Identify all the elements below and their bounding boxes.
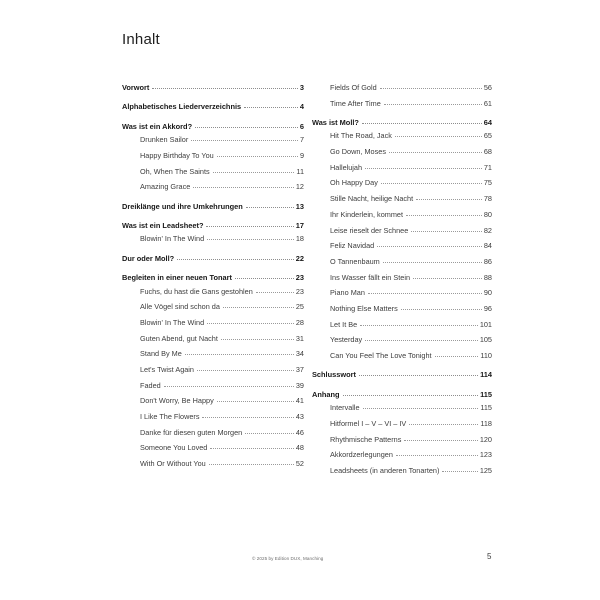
toc-entry-page-number: 25 bbox=[295, 302, 304, 312]
toc-entry-label: Feliz Navidad bbox=[330, 241, 375, 251]
toc-item-entry[interactable] bbox=[140, 302, 304, 310]
toc-section-entry[interactable] bbox=[122, 102, 304, 110]
dot-leader bbox=[377, 241, 482, 248]
toc-entry-page-number: 78 bbox=[483, 194, 492, 204]
dot-leader bbox=[442, 466, 477, 473]
toc-entry-page-number: 65 bbox=[483, 131, 492, 141]
toc-entry-page-number: 17 bbox=[295, 220, 304, 230]
toc-item-entry[interactable] bbox=[140, 182, 304, 190]
dot-leader bbox=[221, 334, 294, 341]
toc-section-entry[interactable] bbox=[312, 118, 492, 126]
toc-entry-page-number: 68 bbox=[483, 147, 492, 157]
toc-item-entry[interactable] bbox=[330, 147, 492, 155]
toc-entry-label: Let's Twist Again bbox=[140, 364, 194, 374]
dot-leader bbox=[210, 443, 294, 450]
toc-entry-page-number: 82 bbox=[483, 225, 492, 235]
toc-entry-page-number: 84 bbox=[483, 241, 492, 251]
toc-entry-page-number: 123 bbox=[479, 450, 492, 460]
toc-entry-page-number: 11 bbox=[296, 166, 304, 176]
toc-entry-page-number: 28 bbox=[295, 317, 304, 327]
toc-item-entry[interactable] bbox=[330, 435, 492, 443]
dot-leader bbox=[362, 118, 482, 125]
toc-entry-label: Don't Worry, Be Happy bbox=[140, 396, 214, 406]
toc-column-left bbox=[122, 83, 304, 475]
toc-entry-page-number: 86 bbox=[483, 256, 492, 266]
dot-leader bbox=[207, 234, 294, 241]
toc-item-entry[interactable] bbox=[140, 412, 304, 420]
toc-entry-page-number: 23 bbox=[295, 273, 304, 283]
toc-item-entry[interactable] bbox=[330, 226, 492, 234]
dot-leader bbox=[365, 335, 478, 342]
toc-item-entry[interactable] bbox=[140, 334, 304, 342]
dot-leader bbox=[389, 147, 482, 154]
toc-section-entry[interactable] bbox=[122, 202, 304, 210]
toc-entry-page-number: 9 bbox=[299, 150, 304, 160]
toc-entry-label: Guten Abend, gut Nacht bbox=[140, 333, 218, 343]
toc-item-entry[interactable] bbox=[140, 381, 304, 389]
dot-leader bbox=[191, 135, 298, 142]
toc-entry-label: Dur oder Moll? bbox=[122, 253, 175, 263]
dot-leader bbox=[246, 202, 294, 209]
toc-column-right bbox=[312, 83, 492, 482]
toc-entry-page-number: 115 bbox=[480, 389, 492, 399]
toc-entry-page-number: 34 bbox=[295, 349, 304, 359]
dot-leader bbox=[195, 122, 298, 129]
dot-leader bbox=[409, 419, 478, 426]
toc-entry-page-number: 114 bbox=[480, 370, 492, 380]
dot-leader bbox=[206, 221, 293, 228]
toc-item-entry[interactable] bbox=[330, 131, 492, 139]
dot-leader bbox=[368, 288, 482, 295]
toc-item-entry[interactable] bbox=[140, 167, 304, 175]
toc-entry-label: Go Down, Moses bbox=[330, 147, 386, 157]
toc-item-entry[interactable] bbox=[330, 450, 492, 458]
dot-leader bbox=[202, 412, 293, 419]
toc-entry-page-number: 52 bbox=[295, 459, 304, 469]
toc-item-entry[interactable] bbox=[330, 178, 492, 186]
toc-item-entry[interactable] bbox=[330, 288, 492, 296]
toc-item-entry[interactable] bbox=[330, 83, 492, 91]
toc-entry-page-number: 43 bbox=[295, 412, 304, 421]
toc-entry-page-number: 37 bbox=[295, 364, 304, 374]
toc-entry-page-number: 13 bbox=[295, 201, 304, 211]
toc-entry-label: Rhythmische Patterns bbox=[330, 434, 402, 444]
toc-entry-label: Dreiklänge und ihre Umkehrungen bbox=[122, 201, 243, 211]
toc-item-entry[interactable] bbox=[330, 194, 492, 202]
toc-section-entry[interactable] bbox=[312, 370, 492, 378]
toc-item-entry[interactable] bbox=[140, 151, 304, 159]
toc-entry-page-number: 18 bbox=[295, 234, 304, 244]
toc-entry-label: Alle Vögel sind schon da bbox=[140, 302, 220, 312]
toc-entry-page-number: 115 bbox=[480, 403, 492, 413]
page-number: 5 bbox=[487, 552, 492, 561]
dot-leader bbox=[416, 194, 482, 201]
toc-entry-page-number: 7 bbox=[299, 135, 304, 145]
toc-entry-label: Blowin' In The Wind bbox=[140, 317, 205, 327]
dot-leader bbox=[343, 390, 479, 397]
toc-item-entry[interactable] bbox=[330, 419, 492, 427]
dot-leader bbox=[152, 83, 298, 90]
toc-entry-label: Can You Feel The Love Tonight bbox=[330, 351, 432, 361]
toc-section-entry[interactable] bbox=[122, 221, 304, 229]
toc-entry-label: Hit The Road, Jack bbox=[330, 131, 392, 141]
toc-entry-label: Vorwort bbox=[122, 83, 150, 92]
toc-entry-page-number: 71 bbox=[483, 162, 492, 172]
toc-entry-page-number: 39 bbox=[295, 380, 304, 390]
toc-entry-label: Ihr Kinderlein, kommet bbox=[330, 209, 403, 219]
toc-entry-label: Anhang bbox=[312, 389, 340, 399]
toc-section-entry[interactable] bbox=[122, 83, 304, 91]
toc-entry-label: Akkordzerlegungen bbox=[330, 450, 393, 460]
toc-entry-page-number: 125 bbox=[479, 465, 492, 475]
dot-leader bbox=[209, 459, 294, 466]
dot-leader bbox=[245, 428, 294, 435]
toc-entry-label: Hitformel I – V – VI – IV bbox=[330, 418, 407, 428]
dot-leader bbox=[395, 131, 482, 138]
toc-entry-page-number: 120 bbox=[479, 434, 492, 444]
toc-entry-page-number: 6 bbox=[299, 121, 304, 131]
dot-leader bbox=[435, 351, 479, 358]
toc-entry-page-number: 48 bbox=[295, 443, 304, 453]
toc-entry-label: Begleiten in einer neuen Tonart bbox=[122, 273, 232, 283]
toc-entry-page-number: 46 bbox=[295, 427, 304, 437]
toc-entry-label: Was ist Moll? bbox=[312, 117, 359, 127]
toc-entry-page-number: 22 bbox=[295, 253, 304, 263]
toc-entry-label: Piano Man bbox=[330, 288, 365, 298]
dot-leader bbox=[197, 365, 294, 372]
toc-entry-label: Drunken Sailor bbox=[140, 135, 189, 145]
toc-entry-page-number: 75 bbox=[483, 178, 492, 188]
toc-entry-label: Fuchs, du hast die Gans gestohlen bbox=[140, 286, 253, 296]
toc-item-entry[interactable] bbox=[330, 257, 492, 265]
toc-entry-label: Danke für diesen guten Morgen bbox=[140, 427, 243, 437]
dot-leader bbox=[193, 182, 294, 189]
toc-entry-page-number: 80 bbox=[483, 209, 492, 219]
toc-entry-label: Was ist ein Akkord? bbox=[122, 121, 193, 131]
toc-item-entry[interactable] bbox=[330, 335, 492, 343]
toc-entry-page-number: 4 bbox=[299, 102, 304, 112]
toc-entry-label: Leise rieselt der Schnee bbox=[330, 225, 409, 235]
toc-entry-page-number: 110 bbox=[480, 351, 492, 361]
dot-leader bbox=[213, 167, 295, 174]
toc-entry-label: Stand By Me bbox=[140, 349, 182, 359]
toc-item-entry[interactable] bbox=[330, 163, 492, 171]
toc-entry-label: Schlusswort bbox=[312, 370, 356, 380]
toc-section-entry[interactable] bbox=[122, 122, 304, 130]
toc-entry-label: Was ist ein Leadsheet? bbox=[122, 220, 204, 230]
toc-item-entry[interactable] bbox=[140, 365, 304, 373]
toc-entry-page-number: 64 bbox=[483, 117, 492, 127]
copyright-notice: © 2025 by Edition DUX, Manching bbox=[252, 556, 324, 561]
toc-entry-page-number: 96 bbox=[483, 303, 492, 313]
toc-entry-label: Stille Nacht, heilige Nacht bbox=[330, 194, 414, 204]
dot-leader bbox=[207, 318, 294, 325]
toc-item-entry[interactable] bbox=[330, 241, 492, 249]
toc-item-entry[interactable] bbox=[140, 318, 304, 326]
toc-entry-page-number: 101 bbox=[479, 319, 492, 329]
toc-entry-label: Leadsheets (in anderen Tonarten) bbox=[330, 465, 440, 475]
dot-leader bbox=[223, 302, 294, 309]
dot-leader bbox=[396, 450, 478, 457]
toc-item-entry[interactable] bbox=[330, 403, 492, 411]
toc-item-entry[interactable] bbox=[330, 304, 492, 312]
toc-section-entry[interactable] bbox=[312, 390, 492, 398]
toc-entry-label: Someone You Loved bbox=[140, 443, 208, 453]
dot-leader bbox=[359, 370, 478, 377]
toc-item-entry[interactable] bbox=[330, 320, 492, 328]
toc-section-entry[interactable] bbox=[122, 273, 304, 281]
dot-leader bbox=[365, 163, 482, 170]
dot-leader bbox=[413, 273, 482, 280]
dot-leader bbox=[381, 178, 482, 185]
toc-entry-label: Blowin' In The Wind bbox=[140, 234, 205, 244]
toc-entry-label: Ins Wasser fällt ein Stein bbox=[330, 272, 411, 282]
toc-item-entry[interactable] bbox=[140, 287, 304, 295]
dot-leader bbox=[235, 273, 294, 280]
toc-item-entry[interactable] bbox=[140, 396, 304, 404]
toc-entry-page-number: 56 bbox=[483, 83, 492, 92]
dot-leader bbox=[164, 381, 294, 388]
page-title: Inhalt bbox=[122, 31, 160, 48]
dot-leader bbox=[177, 254, 294, 261]
toc-item-entry[interactable] bbox=[140, 428, 304, 436]
toc-item-entry[interactable] bbox=[140, 234, 304, 242]
dot-leader bbox=[244, 102, 298, 109]
dot-leader bbox=[256, 287, 294, 294]
dot-leader bbox=[404, 435, 477, 442]
toc-item-entry[interactable] bbox=[330, 99, 492, 107]
toc-item-entry[interactable] bbox=[330, 351, 492, 359]
toc-entry-page-number: 23 bbox=[295, 286, 304, 296]
toc-entry-label: O Tannenbaum bbox=[330, 256, 380, 266]
dot-leader bbox=[380, 83, 482, 90]
toc-entry-page-number: 105 bbox=[479, 335, 492, 345]
toc-item-entry[interactable] bbox=[140, 349, 304, 357]
dot-leader bbox=[411, 226, 482, 233]
dot-leader bbox=[384, 99, 482, 106]
dot-leader bbox=[217, 151, 298, 158]
toc-entry-page-number: 88 bbox=[483, 272, 492, 282]
toc-item-entry[interactable] bbox=[330, 210, 492, 218]
toc-entry-label: Fields Of Gold bbox=[330, 83, 377, 92]
toc-item-entry[interactable] bbox=[330, 273, 492, 281]
dot-leader bbox=[217, 396, 294, 403]
toc-entry-label: I Like The Flowers bbox=[140, 412, 200, 421]
toc-entry-label: Faded bbox=[140, 380, 161, 390]
toc-item-entry[interactable] bbox=[140, 459, 304, 467]
toc-item-entry[interactable] bbox=[140, 443, 304, 451]
toc-entry-label: Let It Be bbox=[330, 319, 358, 329]
toc-entry-page-number: 41 bbox=[295, 396, 304, 406]
toc-entry-label: Happy Birthday To You bbox=[140, 150, 214, 160]
toc-entry-page-number: 61 bbox=[483, 98, 492, 108]
dot-leader bbox=[363, 403, 479, 410]
toc-entry-label: Nothing Else Matters bbox=[330, 303, 398, 313]
toc-entry-label: Intervalle bbox=[330, 403, 360, 413]
dot-leader bbox=[406, 210, 482, 217]
toc-entry-page-number: 3 bbox=[299, 83, 304, 92]
toc-entry-label: Hallelujah bbox=[330, 162, 363, 172]
dot-leader bbox=[360, 320, 478, 327]
toc-item-entry[interactable] bbox=[330, 466, 492, 474]
toc-entry-label: Amazing Grace bbox=[140, 182, 191, 192]
toc-entry-page-number: 118 bbox=[480, 418, 492, 428]
toc-entry-label: With Or Without You bbox=[140, 459, 206, 469]
toc-entry-page-number: 90 bbox=[483, 288, 492, 298]
toc-item-entry[interactable] bbox=[140, 135, 304, 143]
page-footer bbox=[0, 552, 600, 576]
toc-entry-page-number: 12 bbox=[295, 182, 304, 192]
toc-entry-page-number: 31 bbox=[295, 333, 304, 343]
dot-leader bbox=[383, 257, 482, 264]
toc-entry-label: Yesterday bbox=[330, 335, 363, 345]
toc-entry-label: Time After Time bbox=[330, 98, 381, 108]
toc-entry-label: Alphabetisches Liederverzeichnis bbox=[122, 102, 242, 112]
toc-entry-label: Oh, When The Saints bbox=[140, 166, 210, 176]
dot-leader bbox=[185, 349, 294, 356]
dot-leader bbox=[401, 304, 482, 311]
toc-entry-label: Oh Happy Day bbox=[330, 178, 378, 188]
toc-section-entry[interactable] bbox=[122, 254, 304, 262]
